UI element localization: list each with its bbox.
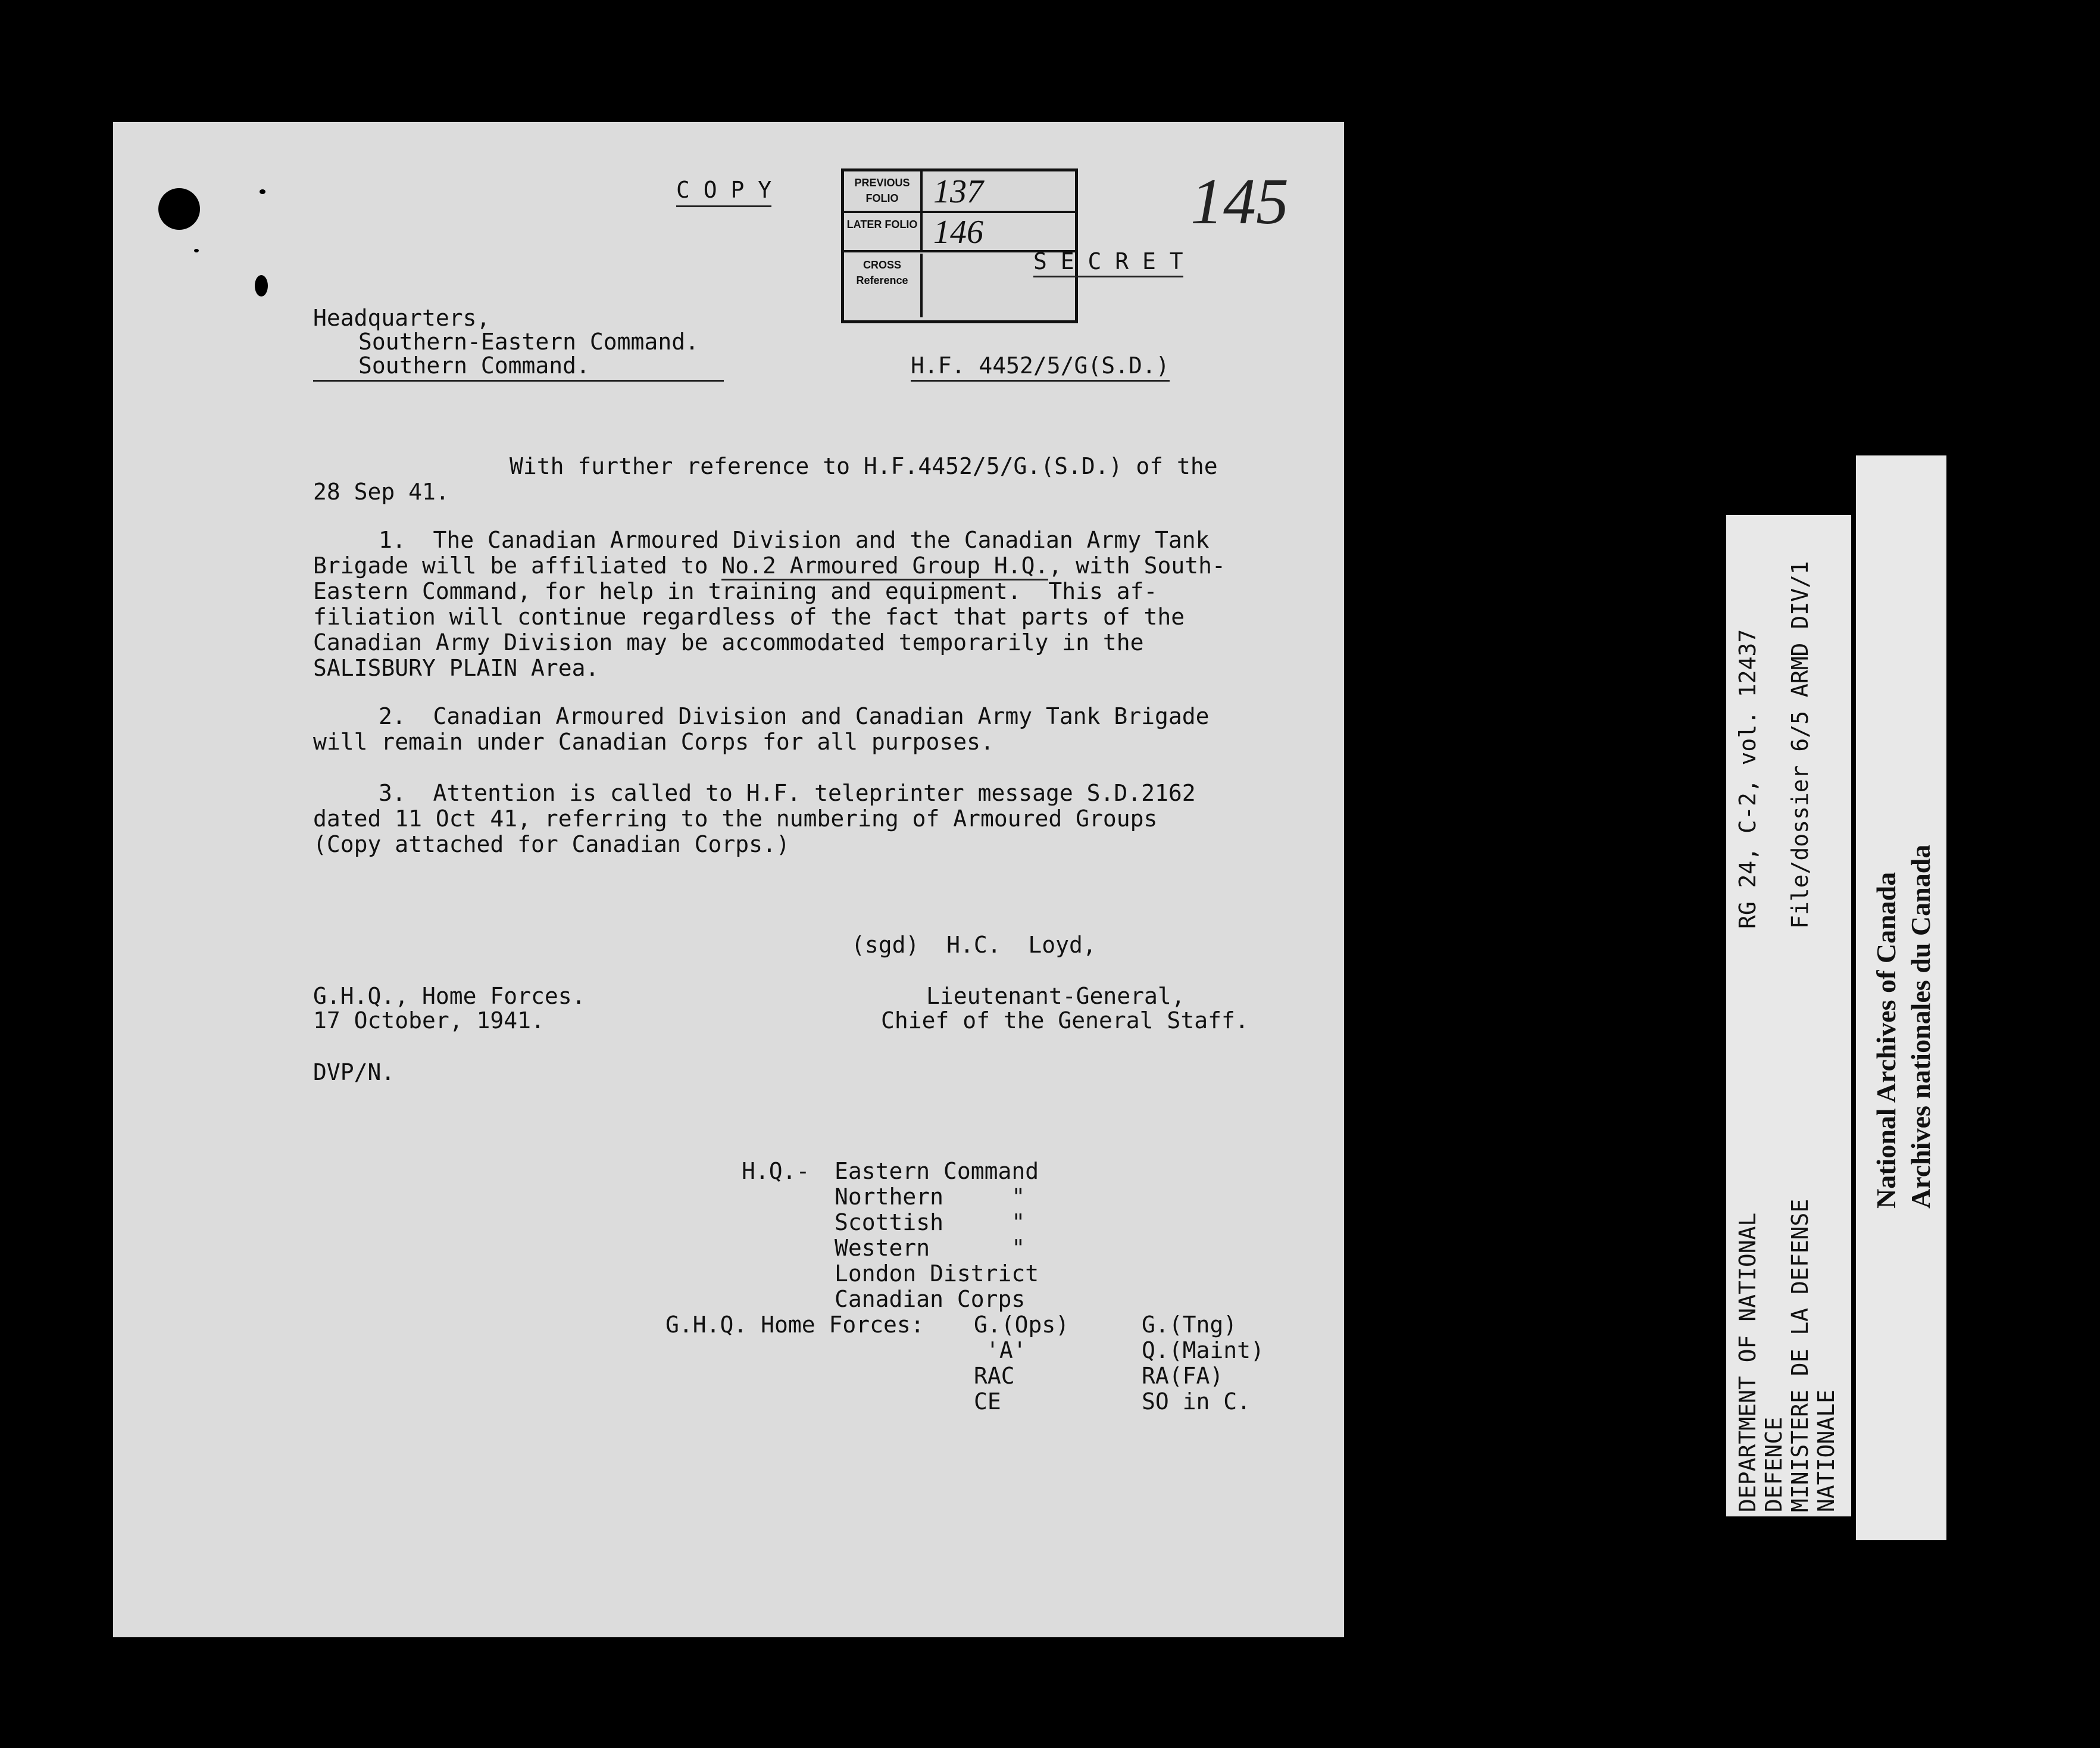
intro-text: 28 Sep 41.: [313, 479, 449, 505]
copy-label: C O P Y: [676, 177, 771, 207]
paragraph-3: 3. Attention is called to H.F. teleprinter message S.D.2162: [379, 780, 1196, 806]
distribution-branch: 'A': [986, 1337, 1027, 1363]
distribution-item: Scottish ": [835, 1209, 1026, 1235]
punch-hole: [158, 188, 200, 230]
distribution-item: London District: [835, 1260, 1039, 1287]
intro-text: With further reference to H.F.4452/5/G.(S.D.) of the: [510, 453, 1218, 479]
secret-label: S E C R E T: [1033, 249, 1183, 277]
paragraph-1: Canadian Army Division may be accommodated temporarily in the: [313, 629, 1144, 656]
paragraph-2: will remain under Canadian Corps for all purposes.: [313, 729, 994, 755]
distribution-item: Eastern Command: [835, 1158, 1039, 1184]
distribution-item: Canadian Corps: [835, 1286, 1026, 1312]
folio-stamp: [841, 168, 1078, 323]
handwritten-folio-number: 145: [1190, 165, 1289, 238]
paragraph-1: 1. The Canadian Armoured Division and the Canadian Army Tank: [379, 527, 1210, 553]
paragraph-1: Eastern Command, for help in training and equipment. This af-: [313, 578, 1158, 604]
signature: (sgd) H.C. Loyd,: [851, 932, 1096, 958]
address-line: Southern Command.: [313, 353, 724, 382]
cross-label: CROSS: [862, 259, 901, 271]
origin-line: G.H.Q., Home Forces.: [313, 983, 586, 1009]
distribution-branch: RAC: [974, 1363, 1015, 1389]
paragraph-3: dated 11 Oct 41, referring to the numbering of Armoured Groups: [313, 806, 1158, 832]
paragraph-1: filiation will continue regardless of the fact that parts of the: [313, 604, 1185, 630]
distribution-branch: SO in C.: [1142, 1388, 1251, 1415]
signatory-rank: Lieutenant-General,: [926, 983, 1185, 1009]
ghq-distribution-label: G.H.Q. Home Forces:: [665, 1312, 924, 1338]
document-date: 17 October, 1941.: [313, 1007, 545, 1034]
distribution-item: Northern ": [835, 1184, 1026, 1210]
address-line: Southern-Eastern Command.: [358, 329, 699, 355]
signatory-title: Chief of the General Staff.: [881, 1007, 1249, 1034]
archive-department: DEPARTMENT OF NATIONAL DEFENCE MINISTERE DE LA DEFENSE NATIONALE: [1735, 1198, 1839, 1512]
file-reference: H.F. 4452/5/G(S.D.): [911, 353, 1170, 382]
later-folio-value: 146: [933, 214, 983, 251]
paragraph-1: Brigade will be affiliated to No.2 Armoured Group H.Q., with South-: [313, 553, 1226, 579]
speck: [255, 275, 268, 296]
later-folio-label: LATER FOLIO: [844, 213, 923, 252]
typist-initials: DVP/N.: [313, 1059, 395, 1085]
distribution-branch: RA(FA): [1142, 1363, 1224, 1389]
paragraph-3: (Copy attached for Canadian Corps.): [313, 831, 790, 857]
distribution-branch: CE: [974, 1388, 1001, 1415]
speck: [194, 249, 199, 252]
paragraph-2: 2. Canadian Armoured Division and Canadian Army Tank Brigade: [379, 703, 1210, 729]
address-line: Headquarters,: [313, 305, 490, 331]
distribution-item: Western ": [835, 1235, 1026, 1261]
archive-brand: National Archives of Canada Archives nationales du Canada: [1871, 844, 1936, 1209]
reference-label: Reference: [856, 274, 908, 286]
paragraph-1: SALISBURY PLAIN Area.: [313, 655, 599, 681]
distribution-branch: G.(Tng): [1142, 1312, 1238, 1338]
distribution-branch: G.(Ops): [974, 1312, 1070, 1338]
speck: [260, 189, 265, 194]
armoured-group-reference: No.2 Armoured Group H.Q.: [721, 553, 1048, 580]
previous-folio-label: PREVIOUS FOLIO: [844, 171, 923, 211]
distribution-prefix: H.Q.-: [742, 1158, 810, 1184]
distribution-branch: Q.(Maint): [1142, 1337, 1264, 1363]
archive-rg-reference: RG 24, C-2, vol. 12437 File/dossier 6/5 ARMD DIV/1: [1735, 561, 1813, 929]
previous-folio-value: 137: [933, 173, 983, 210]
